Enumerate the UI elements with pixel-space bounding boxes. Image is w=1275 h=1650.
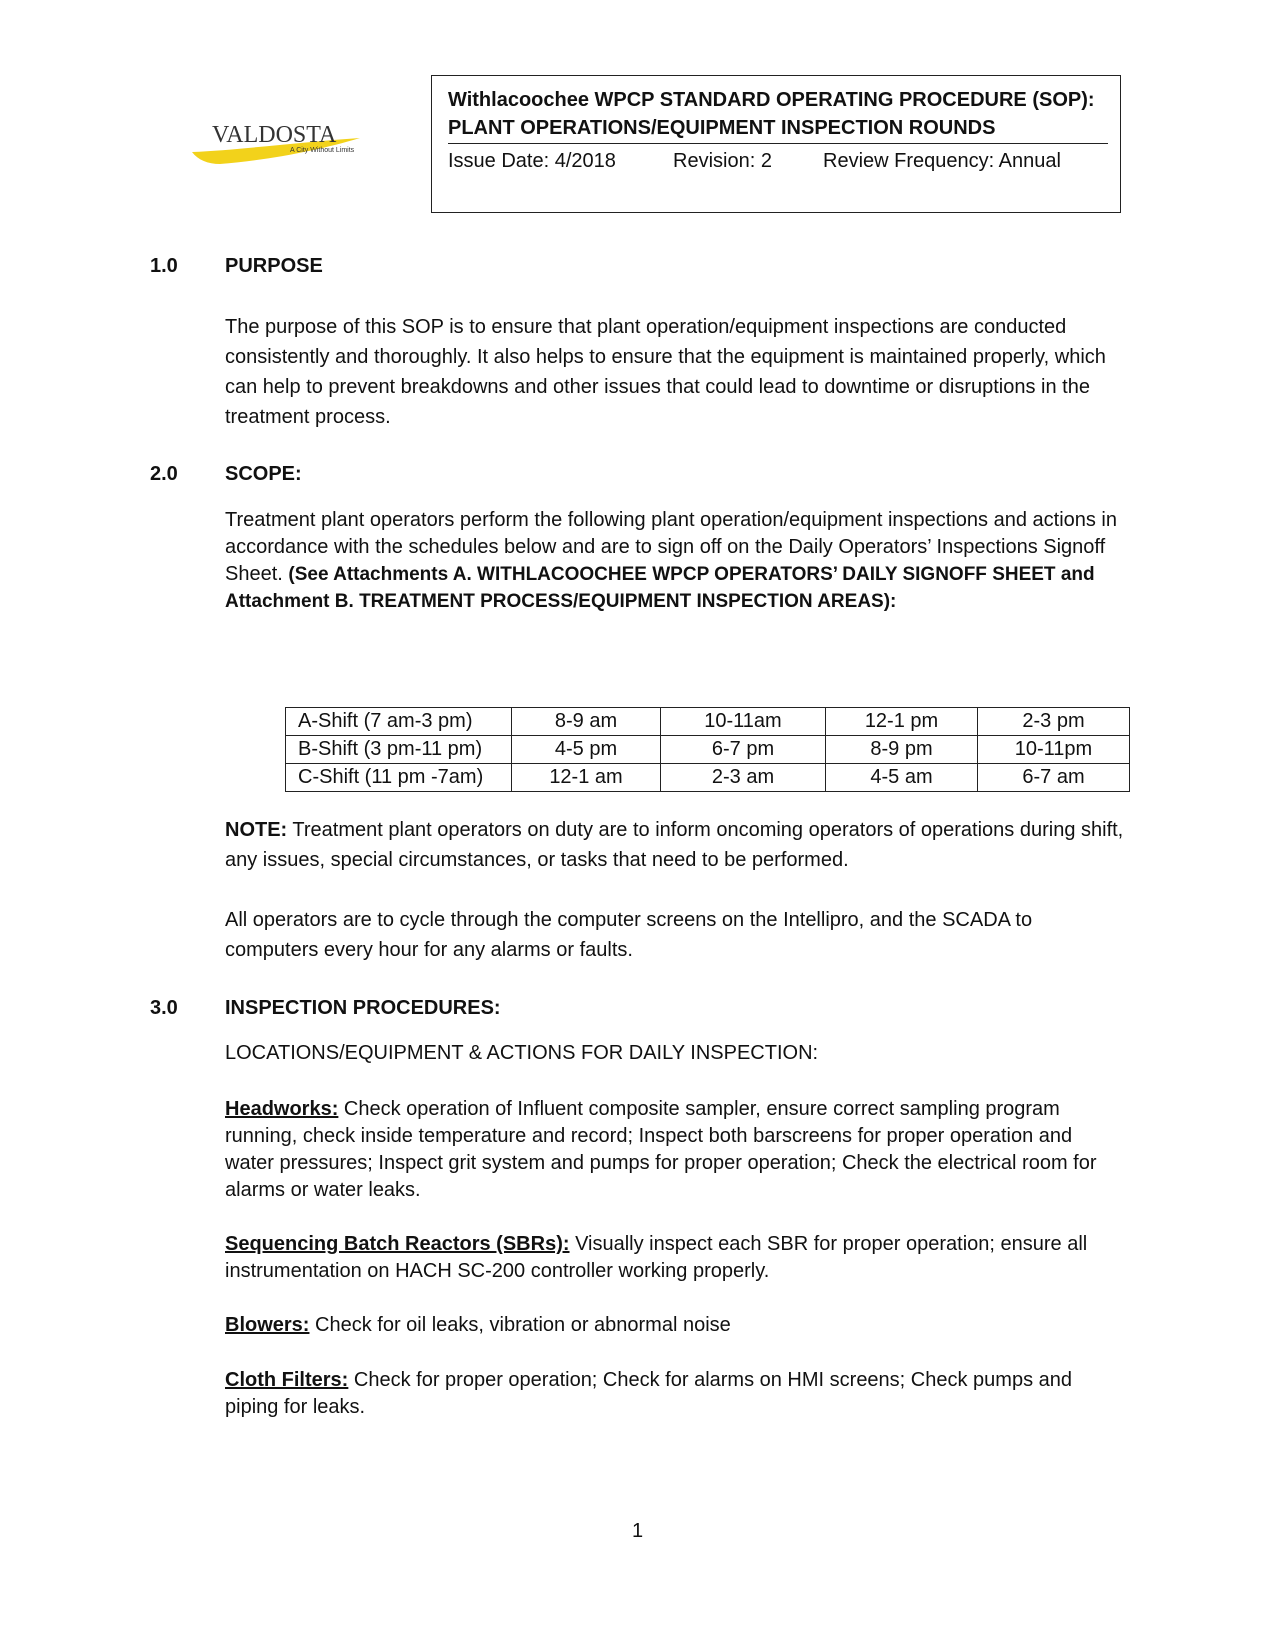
valdosta-logo: [190, 120, 365, 170]
item-text: Check for oil leaks, vibration or abnormal noise: [309, 1314, 731, 1336]
item-label: Cloth Filters:: [225, 1369, 349, 1391]
table-cell: 12-1 pm: [826, 708, 978, 736]
section-number-purpose: 1.0: [150, 255, 178, 277]
scope-text-body: Treatment plant operators perform the following plant operation/equipment inspections and actions in accordance with the schedules below and are to sign off on the Daily Operators’ Inspections Signoff Sheet.: [225, 509, 1118, 585]
table-cell: 10-11am: [661, 708, 826, 736]
table-cell: 12-1 am: [512, 764, 661, 792]
table-row: [286, 764, 1130, 792]
table-cell: B-Shift (3 pm-11 pm): [286, 736, 512, 764]
table-cell: 6-7 pm: [661, 736, 826, 764]
table-cell: 4-5 pm: [512, 736, 661, 764]
table-cell: 8-9 am: [512, 708, 661, 736]
table-cell: 6-7 am: [978, 764, 1130, 792]
section-heading-inspection: INSPECTION PROCEDURES:: [225, 997, 501, 1019]
sop-meta: [448, 148, 1061, 174]
item-text: Visually inspect each SBR for proper operation; ensure all instrumentation on HACH SC-200 controller working properly.: [225, 1233, 1088, 1282]
table-cell: 4-5 am: [826, 764, 978, 792]
scope-attachments-ref: (See Attachments A. WITHLACOOCHEE WPCP OPERATORS’ DAILY SIGNOFF SHEET and Attachment B. TREATMENT PROCESS/EQUIPMENT INSPECTION AREAS):: [225, 564, 1095, 612]
table-cell: 10-11pm: [978, 736, 1130, 764]
page-number: 1: [631, 1520, 644, 1542]
item-label: Headworks:: [225, 1098, 339, 1120]
inspection-item-sbrs: [225, 1231, 1125, 1285]
svg-text:VALDOSTA: VALDOSTA: [212, 122, 337, 148]
issue-date: Issue Date: 4/2018: [448, 150, 616, 172]
item-text: Check operation of Influent composite sampler, ensure correct sampling program running, check inside temperature and record; Inspect both barscreens for proper operation and water pressures; Inspect grit system and pumps for proper operation; Check the electrical room for alarms or water leaks.: [225, 1098, 1097, 1201]
table-cell: 8-9 pm: [826, 736, 978, 764]
item-text: Check for proper operation; Check for alarms on HMI screens; Check pumps and piping for leaks.: [225, 1369, 1072, 1418]
svg-text:A City Without Limits: A City Without Limits: [290, 147, 355, 154]
table-cell: 2-3 pm: [978, 708, 1130, 736]
sop-title: [448, 86, 1108, 142]
revision: Revision: 2: [673, 150, 772, 172]
inspection-item-headworks: [225, 1096, 1125, 1204]
inspection-item-blowers: [225, 1312, 1125, 1339]
shift-schedule-table: [285, 707, 1130, 792]
table-row: [286, 708, 1130, 736]
inspection-item-cloth-filters: [225, 1367, 1125, 1421]
table-cell: C-Shift (11 pm -7am): [286, 764, 512, 792]
sop-title-line2: PLANT OPERATIONS/EQUIPMENT INSPECTION ROUNDS: [448, 117, 996, 139]
sop-header-box: [431, 75, 1121, 213]
sop-title-line1: Withlacoochee WPCP STANDARD OPERATING PROCEDURE (SOP):: [448, 89, 1095, 111]
review-frequency: Review Frequency: Annual: [823, 150, 1061, 172]
table-cell: 2-3 am: [661, 764, 826, 792]
inspection-subheading: LOCATIONS/EQUIPMENT & ACTIONS FOR DAILY INSPECTION:: [225, 1042, 819, 1064]
scope-text: [225, 507, 1125, 615]
section-heading-scope: SCOPE:: [225, 463, 302, 485]
purpose-text: The purpose of this SOP is to ensure that plant operation/equipment inspections are conducted consistently and thoroughly. It also helps to ensure that the equipment is maintained properly, which can help to prevent breakdowns and other issues that could lead to downtime or disruptions in the treatment process.: [225, 316, 1106, 428]
header-divider: [448, 143, 1108, 144]
table-cell: A-Shift (7 am-3 pm): [286, 708, 512, 736]
section-number-scope: 2.0: [150, 463, 178, 485]
item-label: Blowers:: [225, 1314, 310, 1336]
section-heading-purpose: PURPOSE: [225, 255, 323, 277]
note-text: Treatment plant operators on duty are to inform oncoming operators of operations during shift, any issues, special circumstances, or tasks that need to be performed.: [225, 819, 1124, 871]
table-row: [286, 736, 1130, 764]
note-paragraph: [225, 815, 1125, 875]
operators-paragraph: All operators are to cycle through the computer screens on the Intellipro, and the SCADA to computers every hour for any alarms or faults.: [225, 909, 1033, 961]
item-label: Sequencing Batch Reactors (SBRs):: [225, 1233, 570, 1255]
section-number-inspection: 3.0: [150, 997, 178, 1019]
note-label: NOTE:: [225, 819, 288, 841]
